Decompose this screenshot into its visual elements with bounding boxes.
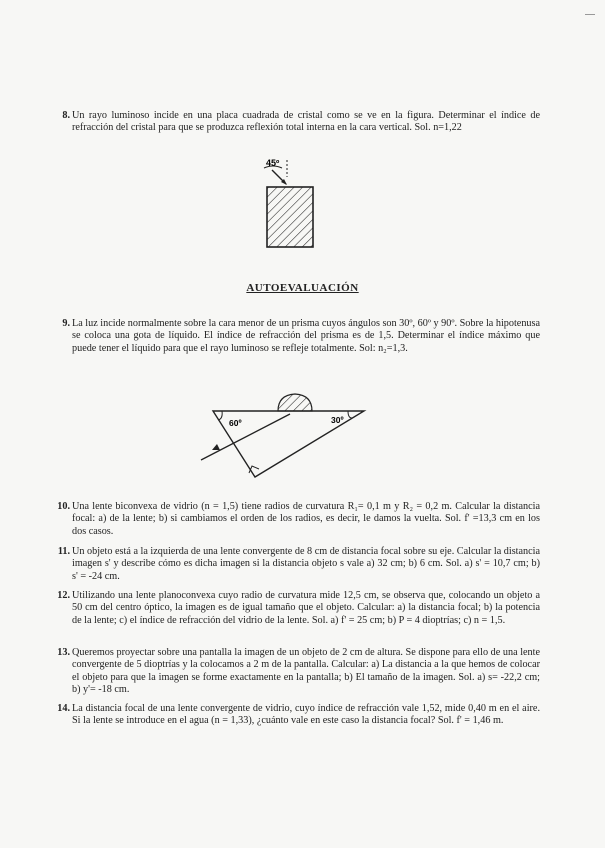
problem-number: 12. <box>57 590 70 601</box>
problem-13 <box>57 647 540 696</box>
problem-text: Una lente biconvexa de vidrio (n = 1,5) tiene radios de curvatura R₁= 0,1 m y R₂ = 0,2 m. Calcular la distancia focal: a) de la lente; b) si cambiamos el orden de los radios, es decir, le damos la vuelta. Sol. f' =13,3 cm en los dos casos. <box>72 501 540 537</box>
problem-number: 13. <box>57 647 70 658</box>
problem-12 <box>57 590 540 627</box>
problem-number: 10. <box>57 501 70 512</box>
problem-10 <box>57 501 540 538</box>
problem-text: La distancia focal de una lente convergente de vidrio, cuyo índice de refracción vale 1,52, mide 0,40 m en el aire. Si la lente se introduce en el agua (n = 1,33), ¿cuánto vale en este caso la distancia focal? Sol. f' = 1,46 m. <box>72 703 540 727</box>
angle-label-30: 30º <box>331 415 344 425</box>
problem-9 <box>62 318 540 355</box>
page-corner-mark <box>585 14 595 18</box>
figure-square-plate <box>258 155 318 267</box>
liquid-drop <box>278 394 312 411</box>
problem-text: Queremos proyectar sobre una pantalla la imagen de un objeto de 2 cm de altura. Se dispone para ello de una lente convergente de 5 dioptrías y la colocamos a 2 m de la pantalla. Calcular: a) La distancia a la que hemos de colocar el objeto para que la imagen se forme exactamente en la pantalla; b) El tamaño de la imagen. Sol. a) s= -22,2 cm; b) y'= -18 cm. <box>72 647 540 695</box>
ray-arrowhead <box>212 444 220 450</box>
glass-plate <box>267 187 313 247</box>
problem-14 <box>57 703 540 728</box>
incident-ray <box>201 414 290 460</box>
problem-number: 8. <box>62 110 70 121</box>
angle-arc-30 <box>348 411 352 418</box>
problem-11 <box>57 546 540 583</box>
section-heading: AUTOEVALUACIÓN <box>246 282 359 294</box>
angle-label-45: 45º <box>266 158 280 168</box>
right-angle-mark <box>249 466 259 473</box>
problem-text: La luz incide normalmente sobre la cara menor de un prisma cuyos ángulos son 30º, 60º y 90º. Sobre la hipotenusa se coloca una gota de líquido. El índice de refracción del prisma es de 1,5. Determinar el índice máximo que puede tener el líquido para que el rayo luminoso se refleje totalmente. Sol: n₂=1,3. <box>72 318 540 354</box>
angle-label-60: 60º <box>229 418 242 428</box>
problem-text: Un objeto está a la izquierda de una lente convergente de 8 cm de distancia focal sobre su eje. Calcular la distancia imagen s' y describe cómo es dicha imagen si la distancia objeto s vale a) 32 cm; b) 6 cm. Sol. a) s' = 10,7 cm; b) s' = -24 cm. <box>72 546 540 582</box>
problem-number: 14. <box>57 703 70 714</box>
problem-8 <box>62 110 540 135</box>
problem-number: 9. <box>62 318 70 329</box>
problem-text: Utilizando una lente planoconvexa cuyo radio de curvatura mide 12,5 cm, se observa que, colocando un objeto a 50 cm del centro óptico, la imagen es de igual tamaño que el objeto. Calcular: a) la distancia focal; b) la potencia de la lente; c) el índice de refracción del vidrio de la lente. Sol. a) f' = 25 cm; b) P = 4 dioptrías; c) n = 1,5. <box>72 590 540 626</box>
problem-number: 11. <box>57 546 70 557</box>
problem-text: Un rayo luminoso incide en una placa cuadrada de cristal como se ve en la figura. Determinar el índice de refracción del cristal para que se produzca reflexión total interna en la cara vertical. Sol. n=1,22 <box>72 110 540 134</box>
figure-prism <box>198 387 378 485</box>
